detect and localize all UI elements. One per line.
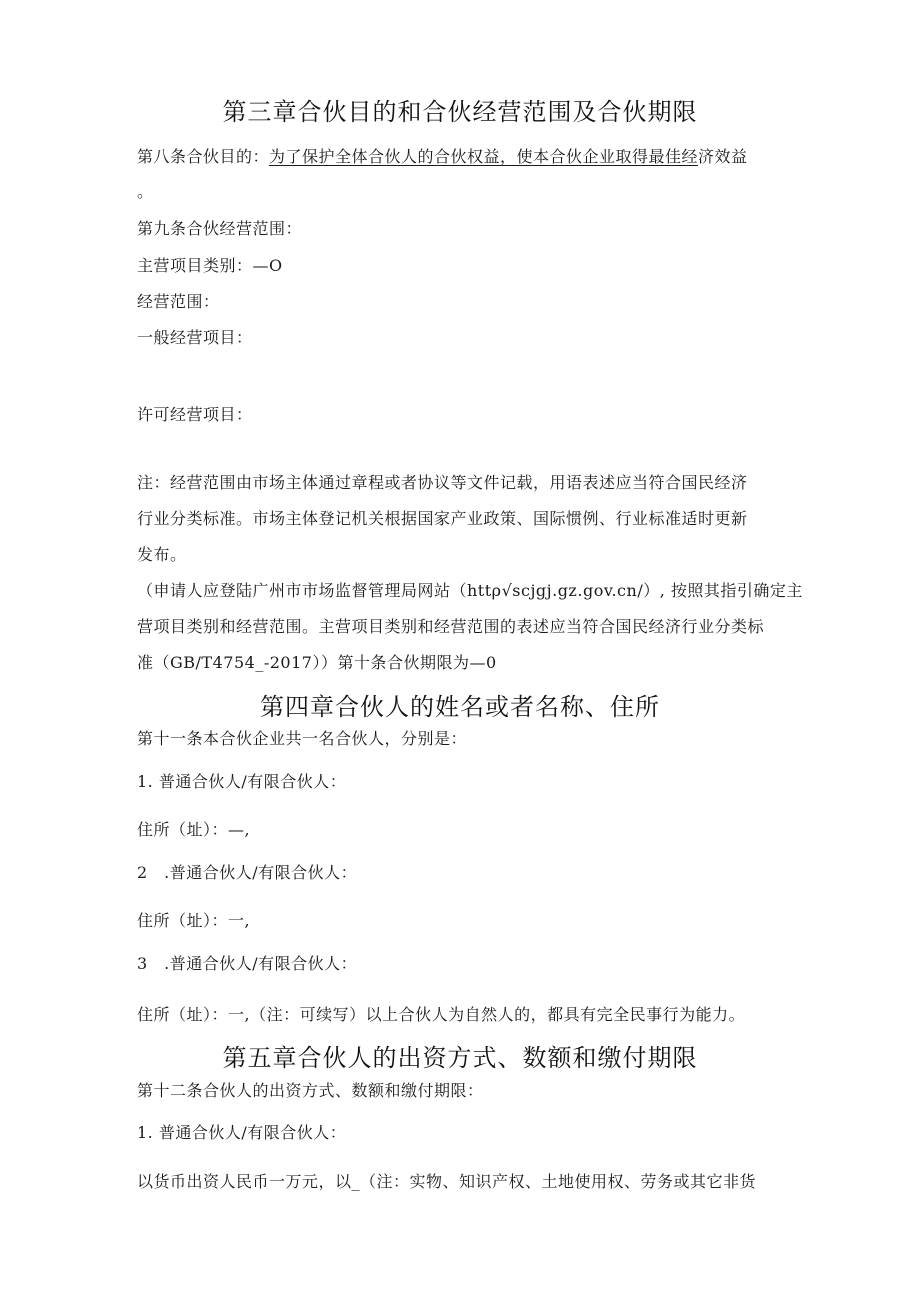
general-items: 一般经营项目： [137, 328, 253, 347]
apply-line-3: 准（GB/T4754_-2017））第十条合伙期限为—0 [137, 653, 497, 672]
partner-3-address: 住所（址）：一,（注：可续写）以上合伙人为自然人的，都具有完全民事行为能力。 [137, 1005, 746, 1024]
contribution-text: 以货币出资人民币一万元，以_（注：实物、知识产权、土地使用权、劳务或其它非货 [137, 1172, 757, 1191]
article-8 [137, 147, 748, 167]
article-12: 第十二条合伙人的出资方式、数额和缴付期限： [137, 1081, 484, 1100]
chapter-5-title: 第五章合伙人的出资方式、数额和缴付期限 [222, 1044, 698, 1072]
chapter-3-title: 第三章合伙目的和合伙经营范围及合伙期限 [222, 98, 698, 126]
article-11: 第十一条本合伙企业共一名合伙人，分别是： [137, 729, 468, 748]
main-category: 主营项目类别：—O [137, 256, 283, 275]
business-scope: 经营范围： [137, 292, 220, 311]
note-line-2: 行业分类标准。市场主体登记机关根据国家产业政策、国际惯例、行业标准适时更新 [137, 509, 748, 528]
apply-line-2: 营项目类别和经营范围。主营项目类别和经营范围的表述应当符合国民经济行业分类标 [137, 617, 765, 636]
partner-2: 2 .普通合伙人/有限合伙人： [137, 863, 358, 882]
partner-3: 3 .普通合伙人/有限合伙人： [137, 954, 358, 973]
article-8-prefix: 第八条合伙目的： [137, 147, 270, 166]
licensed-items: 许可经营项目： [137, 405, 253, 424]
partner-1: 1. 普通合伙人/有限合伙人： [137, 772, 347, 791]
note-line-1: 注：经营范围由市场主体通过章程或者协议等文件记载，用语表述应当符合国民经济 [137, 473, 748, 492]
partner-2-address: 住所（址）：一, [137, 911, 251, 930]
partner-1-address: 住所（址）：—, [137, 820, 251, 839]
contribution-partner-1: 1. 普通合伙人/有限合伙人： [137, 1123, 347, 1142]
article-8-suffix: 济效益 [698, 147, 748, 166]
article-8-end: 。 [137, 182, 154, 201]
chapter-4-title: 第四章合伙人的姓名或者名称、住所 [260, 693, 660, 721]
apply-line-1: （申请人应登陆广州市市场监督管理局网站（httρ√scjgj.gz.gov.cn/）, 按照其指引确定主 [137, 581, 803, 600]
article-9: 第九条合伙经营范围： [137, 219, 303, 238]
note-line-3: 发布。 [137, 545, 187, 564]
article-8-underlined-text: 为了保护全体合伙人的合伙权益，使本合伙企业取得最佳经 [269, 147, 699, 166]
